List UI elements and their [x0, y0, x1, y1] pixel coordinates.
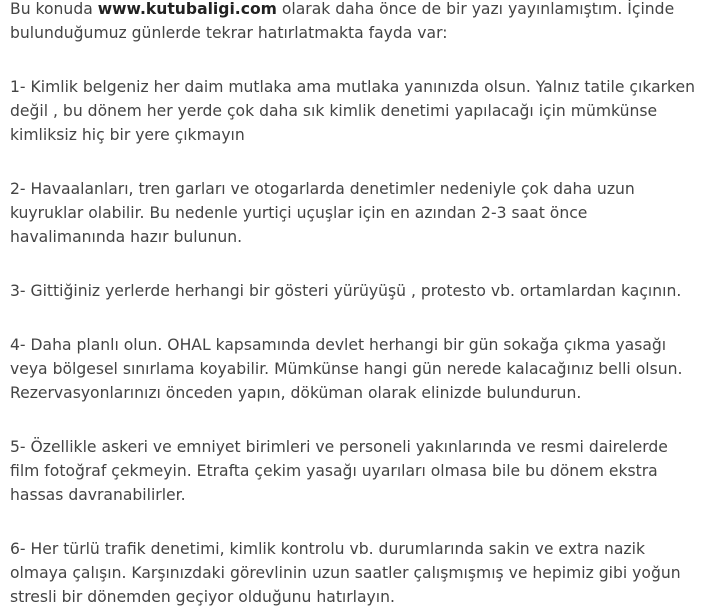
list-item-2: 2- Havaalanları, tren garları ve otogarlarda denetimler nedeniyle çok daha uzun kuyruklar olabilir. Bu nedenle yurtiçi uçuşlar için en azından 2-3 saat önce havalimanında hazır bulunun.	[10, 180, 635, 246]
article-body	[10, 0, 702, 609]
intro-paragraph	[10, 0, 702, 45]
list-item-6: 6- Her türlü trafik denetimi, kimlik kontrolu vb. durumlarında sakin ve extra nazik olmaya çalışın. Karşınızdaki görevlinin uzun saatler çalışmışmış ve hepimiz gibi yoğun stresli bir dönemden geçiyor olduğunu hatırlayın.	[10, 540, 681, 606]
list-item-4: 4- Daha planlı olun. OHAL kapsamında devlet herhangi bir gün sokağa çıkma yasağı veya bölgesel sınırlama koyabilir. Mümkünse hangi gün nerede kalacağınız belli olsun. Rezervasyonlarınızı önceden yapın, döküman olarak elinizde bulundurun.	[10, 336, 683, 402]
list-item-1: 1- Kimlik belgeniz her daim mutlaka ama mutlaka yanınızda olsun. Yalnız tatile çıkarken değil , bu dönem her yerde çok daha sık kimlik denetimi yapılacağı için mümkünse kimliksiz hiç bir yere çıkmayın	[10, 78, 695, 144]
list-item-3: 3- Gittiğiniz yerlerde herhangi bir gösteri yürüyüşü , protesto vb. ortamlardan kaçının.	[10, 282, 682, 300]
site-link[interactable]: www.kutubaligi.com	[97, 0, 277, 18]
intro-prefix: Bu konuda	[10, 0, 98, 18]
intro-suffix: olarak daha önce de bir yazı yayınlamıştım. İçinde bulunduğumuz günlerde tekrar hatırlatmakta fayda var:	[10, 0, 675, 42]
list-item-5: 5- Özellikle askeri ve emniyet birimleri ve personeli yakınlarında ve resmi dairelerde film fotoğraf çekmeyin. Etrafta çekim yasağı uyarıları olmasa bile bu dönem ekstra hassas davranabilirler.	[10, 438, 668, 504]
